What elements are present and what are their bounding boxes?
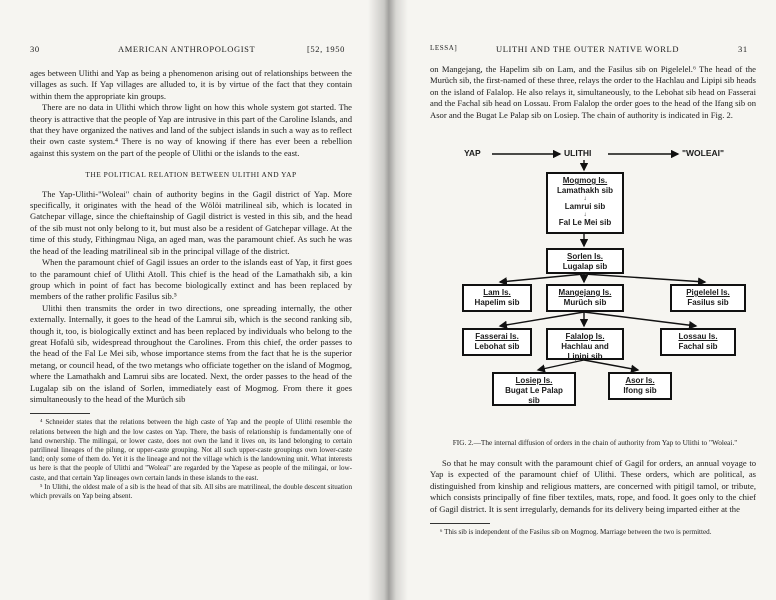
- arrow-mangejang-to-lossau: [584, 312, 696, 326]
- right-bottom-text: [430, 458, 756, 537]
- left-text-column: [30, 68, 352, 501]
- section-title: THE POLITICAL RELATION BETWEEN ULITHI AND YAP: [85, 170, 297, 180]
- label-yap: YAP: [464, 148, 481, 158]
- right-footnotes: [430, 528, 756, 537]
- paragraph: So that he may consult with the paramount chief of Gagil for orders, an annual voyage to Yap is expected of the paramount chief of Ulithi. These orders, which are political, as distinguished from kinship and religious matters, are concerned with pitigil tamol, or tribute, which consists principally of fine fiber textiles, mats, rope, and food. It goes only to the chief of Gagil district. It is sent irregularly, demands for its delivery being imparted either at the: [430, 458, 756, 514]
- box-losiep: [492, 372, 576, 406]
- footnote-rule: [30, 413, 90, 414]
- right-section-mark: LESSA]: [430, 44, 458, 52]
- arrow-sorlen-to-pigelelel: [584, 274, 705, 282]
- footnote: ⁵ In Ulithi, the oldest male of a sib is the head of that sib. All sibs are matrilineal, the double descent situation which prevails on Yap being absent.: [30, 482, 352, 500]
- right-page-number: 31: [738, 44, 748, 54]
- box-falalop: [546, 328, 624, 360]
- figure-caption: FIG. 2.—The internal diffusion of orders in the chain of authority from Yap to Ulithi to "Woleai.": [452, 438, 738, 447]
- paragraph: on Mangejang, the Hapelim sib on Lam, and the Fasilus sib on Pigelelel.⁶ The head of the Murüch sib, the first-named of these three, relays the order to the Hachlau and Lipipi sib heads on the island of Falalop. He also relays it, simultaneously, to the Lebohat sib head on Fasserai and the Fachal sib head on Lossau. From Falalop the order goes to the head of the Ifang sib on Asor and the Bugat Le Palap sib on Losiep. The chain of authority is indicated in Fig. 2.: [430, 64, 756, 120]
- arrow-sorlen-to-lam: [500, 274, 584, 282]
- sib-name: Lipipi sib: [567, 352, 603, 361]
- island-name: Asor Is.: [625, 376, 655, 385]
- left-page: [0, 0, 384, 600]
- box-sorlen: [546, 248, 624, 274]
- sib-name: Bugat Le Palap: [505, 386, 563, 395]
- sib-name: Ifong sib: [623, 386, 657, 395]
- box-lam: [462, 284, 532, 312]
- footnote: ⁶ This sib is independent of the Fasilus sib on Mogmog. Marriage between the two is permitted.: [440, 528, 712, 537]
- left-running-head: AMERICAN ANTHROPOLOGIST: [118, 44, 256, 54]
- island-name: Mangejang Is.: [558, 288, 612, 297]
- sib-name: Fal Le Mei sib: [558, 218, 612, 227]
- island-name: Fasserai Is.: [475, 332, 519, 341]
- box-lossau: [660, 328, 736, 356]
- box-fasserai: [462, 328, 532, 356]
- island-name: Mogmog Is.: [562, 176, 608, 185]
- sib-name: Lugalap sib: [562, 262, 608, 271]
- paragraph: Ulithi then transmits the order in two directions, one spreading internally, the other externally. Internally, it goes to the head of the Lamrui sib, which is the second ranking sib, though it, too, is biologically extinct and has been replaced by individuals who belong to the great Hofalü sib, widespread throughout the Carolines. From this chief, the order passes to the head of the Fal Le Mei sib, whose importance stems from the fact that he is the superior metang, or council head, of the two metangs who officiate together on the island of Mogmog, where the Lamathakh and Lamrui sibs are located. Next, the order passes to the head of the Lugalap sib on the island of Sorlen, immediately east of Mogmog. From there it goes simultaneously to the head of the Murüch sib: [30, 302, 352, 404]
- label-woleai: "WOLEAI": [682, 148, 725, 158]
- island-name: Pigelelel Is.: [686, 288, 730, 297]
- sib-name: Lebohat sib: [474, 342, 520, 351]
- footnote-rule: [430, 523, 490, 524]
- authority-chain-diagram: [460, 146, 760, 436]
- island-name: Lam Is.: [483, 288, 511, 297]
- box-pigelelel: [670, 284, 746, 312]
- book-gutter-shadow: [368, 0, 408, 600]
- sib-name: Fachal sib: [678, 342, 718, 351]
- island-name: Sorlen Is.: [566, 252, 603, 261]
- arrow-mangejang-to-fasserai: [500, 312, 584, 326]
- right-top-text: [430, 64, 756, 121]
- island-name: Losiep Is.: [515, 376, 553, 385]
- left-footnotes: [30, 418, 352, 501]
- box-mogmog: Mogmog Is. Lamathakh sib ↓ Lamrui sib ↓ Fal Le Mei sib: [546, 172, 624, 234]
- paragraph: There are no data in Ulithi which throw light on how this whole system got started. The theory is attractive that the people of Yap are intrusive in this part of the Caroline Islands, and that they have organized the natives and land of the subject islands in such a way as to reflect their own caste system.⁴ There is no way of knowing if there has ever been a rebellion against this system on the part of the people of Ulithi or the islands to the east.: [30, 102, 352, 158]
- box-asor: [608, 372, 672, 400]
- left-page-number: 30: [30, 44, 40, 54]
- box-mangejang: [546, 284, 624, 312]
- sib-name: Fasilus sib: [687, 298, 729, 307]
- sib-name: Hapelim sib: [474, 298, 520, 307]
- label-ulithi: ULITHI: [564, 148, 592, 158]
- paragraph: When the paramount chief of Gagil issues an order to the islands east of Yap, it first goes to the paramount chief of Ulithi Atoll. This chief is the head of the Lamathakh sib, a kin group which in point of fact has become biologically extinct and has been replaced by members of the rather prolific Fasilus sib.⁵: [30, 257, 352, 302]
- left-volume: [52, 1950: [307, 44, 345, 54]
- sib-name: Murüch sib: [563, 298, 607, 307]
- paragraph: ages between Ulithi and Yap as being a phenomenon arising out of relationships between the villages as such. If Yap villages are alluded to, it is by virtue of the fact that they contain within them the appropriate kin groups.: [30, 68, 352, 101]
- island-name: Falalop Is.: [565, 332, 605, 341]
- footnote: ⁴ Schneider states that the relations between the high caste of Yap and the people of Ulithi resemble the relations between the high and the low castes on Yap. There, the basis of relationship is fundamentally one of land ownership. The milingai, or lower caste, does not own the land it lives on, its land belonging to certain patrilineal lineages of the pilung, or upper-caste grouping. Not all such upper-caste groupings own lower-caste land; only some of them do. Yet it is the lineage and not the village which is the landowning unit. What interests us here is that the people of Ulithi and "Woleai" are regarded by the Yapese as people of the milingai, or low-caste, and that certain Yap lineages own certain lands in these islands to the east.: [30, 418, 352, 482]
- sib-name: Hachlau and: [561, 342, 609, 351]
- paragraph: The Yap-Ulithi-"Woleai" chain of authority begins in the Gagil district of Yap. More specifically, it originates with the head of the Wölöi matrilineal sib, which is located in Gatchepar village, since the chieftainship of Gagil district is vested in this sib, and the head of the sib must not only belong to it, but must also be a resident of Gatchepar village. At the time of this study, Fithingmau Niga, an aged man, was the paramount chief. As such he was the head of the leading matrilineal sib in the principal village of the district.: [30, 188, 352, 256]
- island-name: Lossau Is.: [678, 332, 718, 341]
- right-running-head: ULITHI AND THE OUTER NATIVE WORLD: [496, 44, 680, 54]
- sib-name: Lamathakh sib: [556, 186, 613, 195]
- sib-name: Lamrui sib: [564, 202, 606, 211]
- sib-name: sib: [528, 396, 540, 405]
